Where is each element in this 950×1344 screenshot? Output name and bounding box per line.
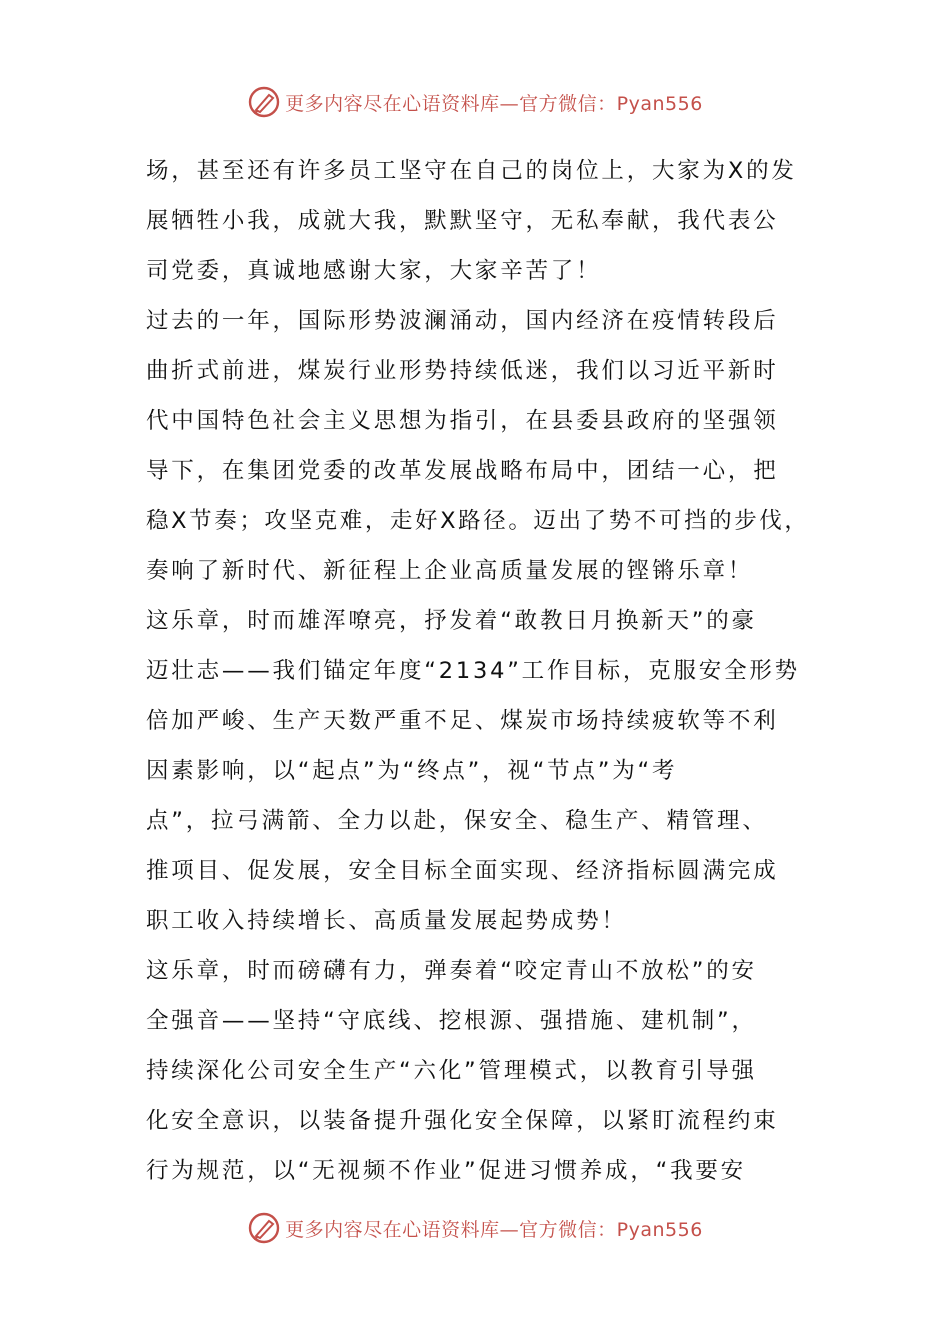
text-line: 点”，拉弓满箭、全力以赴，保安全、稳生产、精管理、	[146, 808, 768, 834]
banner-text: 更多内容尽在心语资料库—官方微信：Pyan556	[285, 92, 703, 115]
text-line: 曲折式前进，煤炭行业形势持续低迷，我们以习近平新时	[146, 358, 779, 384]
text-line: 代中国特色社会主义思想为指引，在县委县政府的坚强领	[146, 408, 779, 434]
paragraph	[146, 596, 810, 946]
text-line: 展牺牲小我，成就大我，默默坚守，无私奉献，我代表公	[146, 208, 779, 234]
text-line: 这乐章，时而磅礴有力，弹奏着“咬定青山不放松”的安	[146, 958, 757, 984]
text-line: 全强音——坚持“守底线、挖根源、强措施、建机制”，	[146, 1008, 757, 1034]
text-line: 职工收入持续增长、高质量发展起势成势！	[146, 908, 627, 934]
text-line: 稳X节奏；攻坚克难，走好X路径。迈出了势不可挡的步伐，	[146, 508, 810, 534]
paragraph	[146, 146, 810, 296]
text-line: 推项目、促发展，安全目标全面实现、经济指标圆满完成	[146, 858, 779, 884]
text-line: 化安全意识，以装备提升强化安全保障，以紧盯流程约束	[146, 1108, 779, 1134]
document-body	[146, 146, 810, 1196]
text-line: 倍加严峻、生产天数严重不足、煤炭市场持续疲软等不利	[146, 708, 779, 734]
text-line: 奏响了新时代、新征程上企业高质量发展的铿锵乐章！	[146, 558, 754, 584]
banner-text: 更多内容尽在心语资料库—官方微信：Pyan556	[285, 1218, 703, 1241]
paragraph	[146, 946, 810, 1196]
text-line: 过去的一年，国际形势波澜涌动，国内经济在疫情转段后	[146, 308, 779, 334]
text-line: 导下，在集团党委的改革发展战略布局中，团结一心，把	[146, 458, 779, 484]
text-line: 迈壮志——我们锚定年度“2134”工作目标，克服安全形势	[146, 658, 800, 684]
paragraph	[146, 296, 810, 596]
footer-banner	[0, 1208, 950, 1248]
text-line: 场，甚至还有许多员工坚守在自己的岗位上，大家为X的发	[146, 158, 797, 184]
pen-logo-icon	[247, 1211, 281, 1245]
text-line: 这乐章，时而雄浑嘹亮，抒发着“敢教日月换新天”的豪	[146, 608, 757, 634]
pen-logo-icon	[247, 85, 281, 119]
text-line: 持续深化公司安全生产“六化”管理模式，以教育引导强	[146, 1058, 757, 1084]
text-line: 司党委，真诚地感谢大家，大家辛苦了！	[146, 258, 602, 284]
header-banner	[0, 82, 950, 122]
text-line: 行为规范，以“无视频不作业”促进习惯养成，“我要安	[146, 1158, 746, 1184]
text-line: 因素影响，以“起点”为“终点”，视“节点”为“考	[146, 758, 678, 784]
